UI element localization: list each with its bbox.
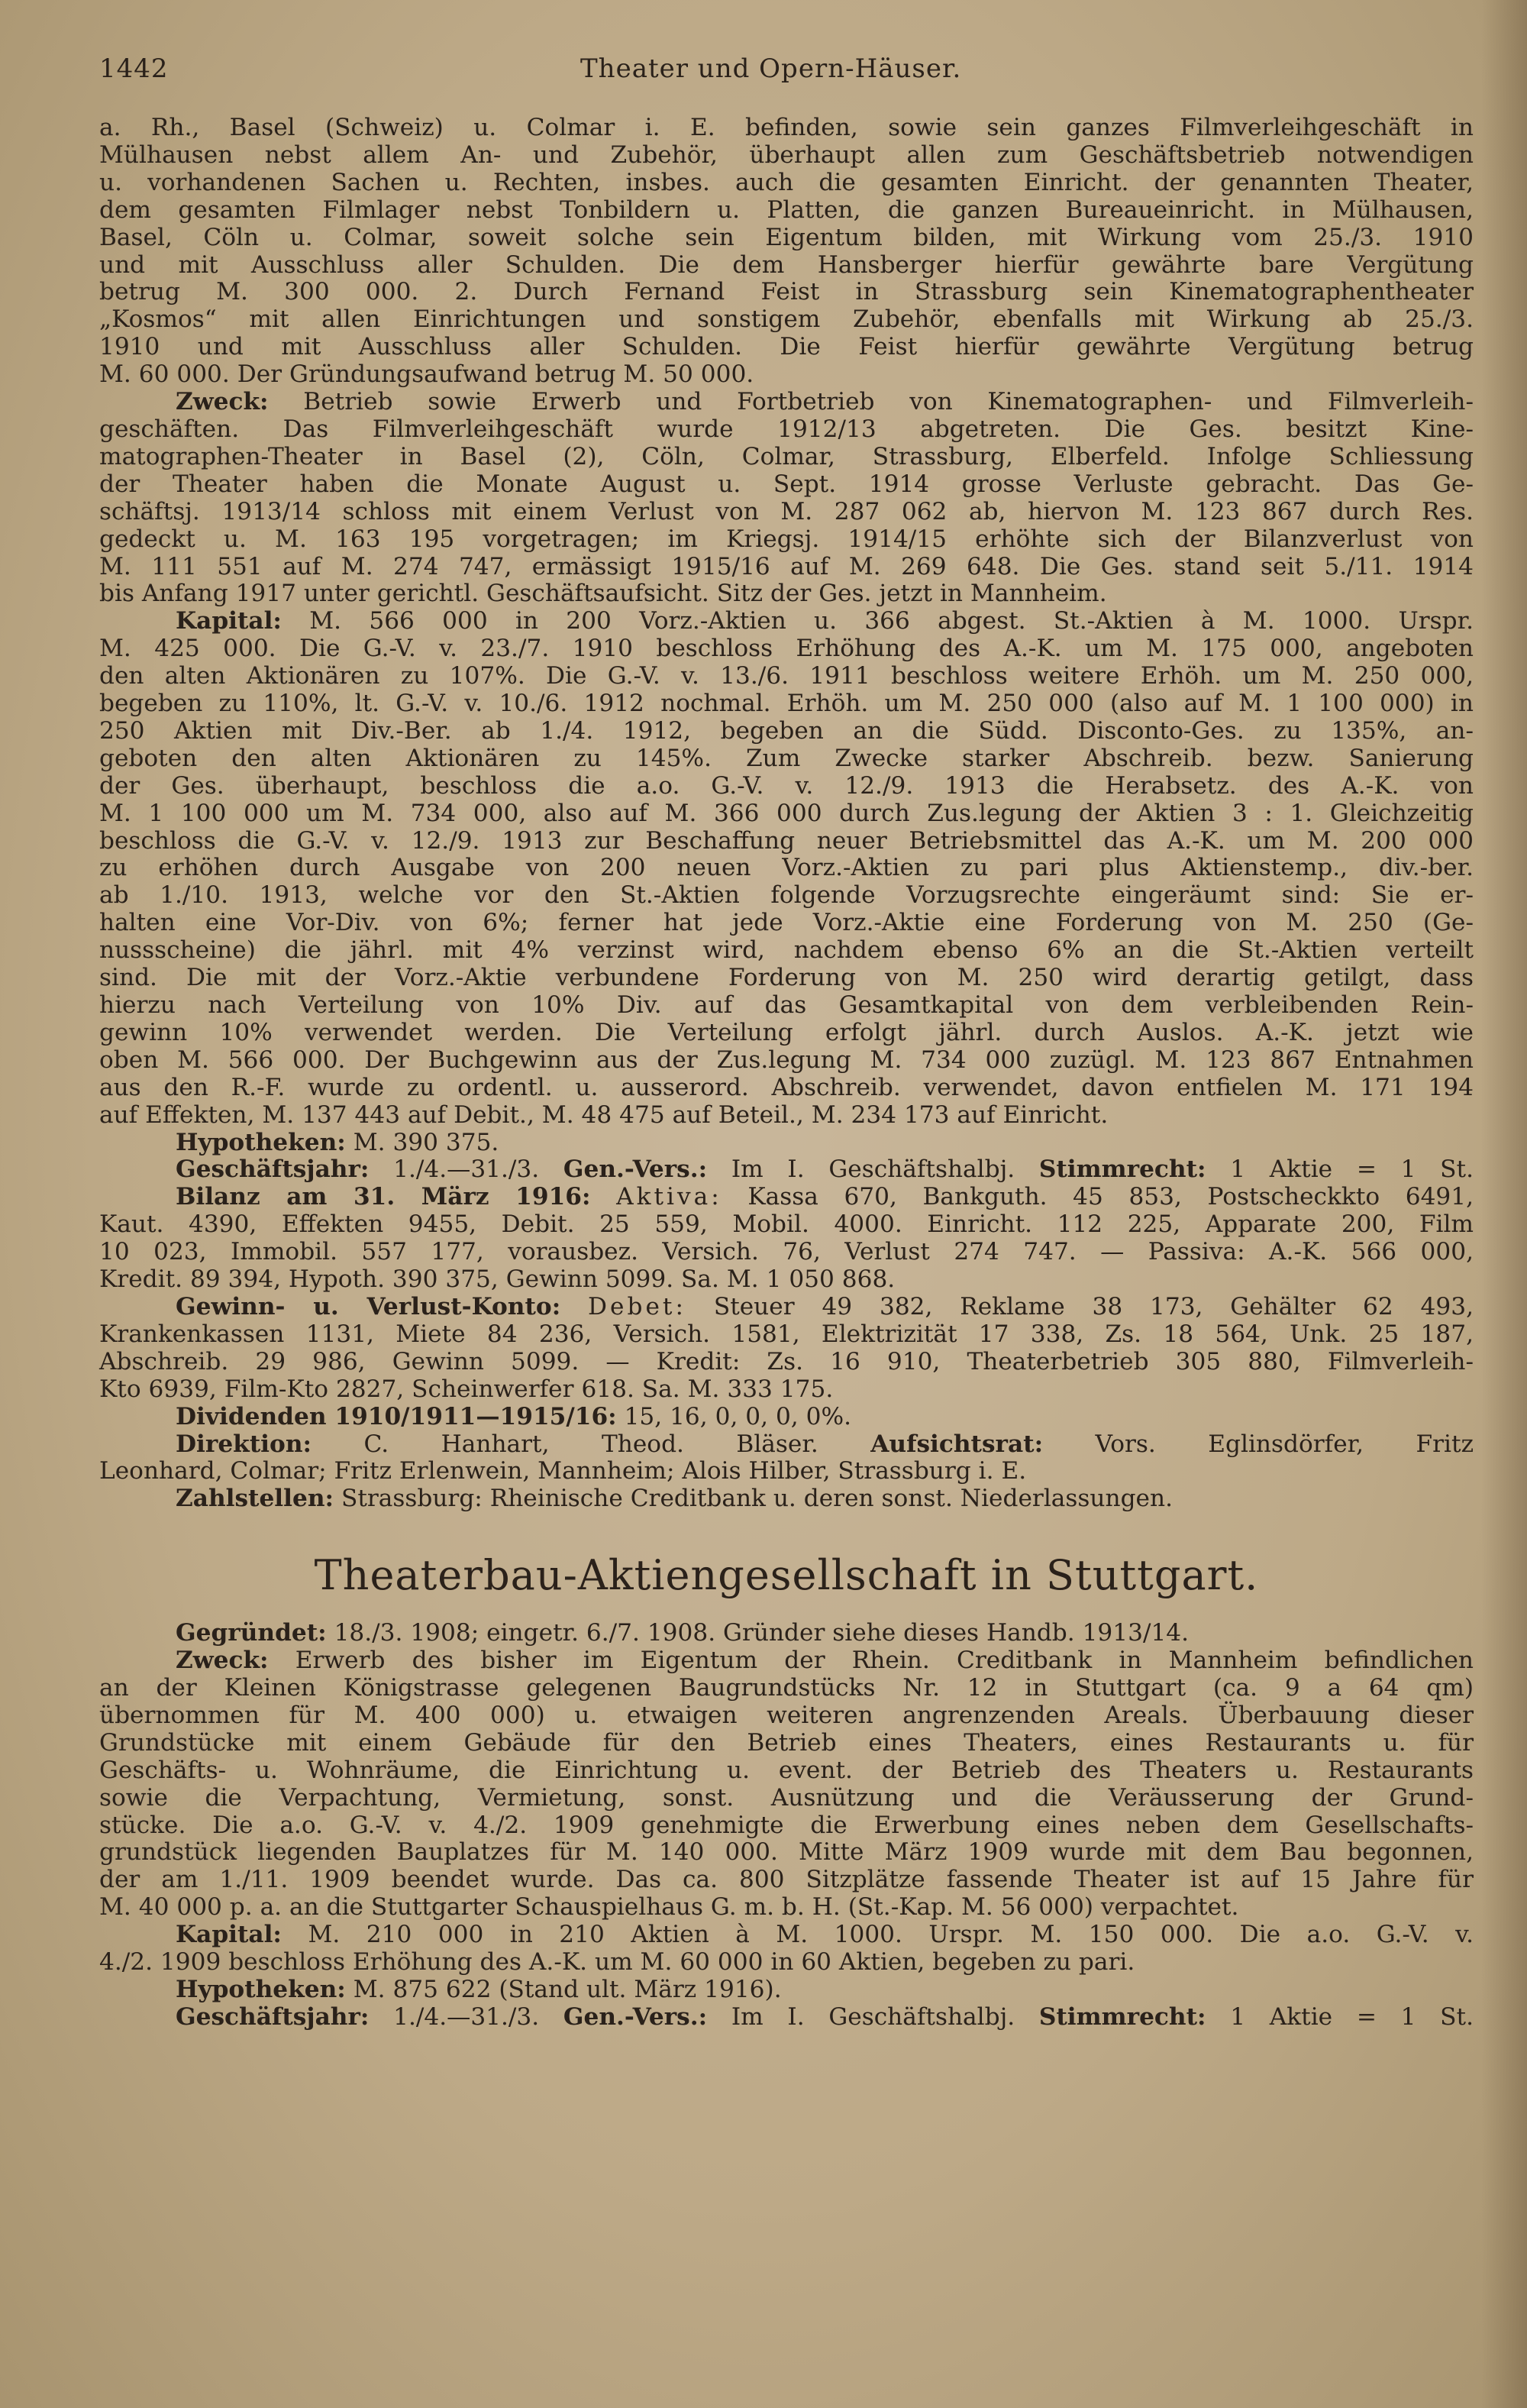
geschaeftsjahr-line [99,2004,1474,2031]
text-line: oben M. 566 000. Der Buchgewinn aus der Zus.legung M. 734 000 zuzügl. M. 123 867 Entnahmen [99,1046,1474,1074]
genvers-text: Im I. Geschäftshalbj. [731,2002,1015,2031]
aufsichtsrat-text: Vors. Eglinsdörfer, Fritz [1095,1430,1474,1458]
zahlstellen-line [99,1485,1474,1513]
company-title: Theaterbau-Aktiengesellschaft in Stuttgart. [314,1551,1259,1600]
text-line: stücke. Die a.o. G.-V. v. 4./2. 1909 genehmigte die Erwerbung eines neben dem Gesellschafts- [99,1811,1474,1839]
company-entry-continued [99,115,1474,1513]
text-line: M. 425 000. Die G.-V. v. 23./7. 1910 beschloss Erhöhung des A.-K. um M. 175 000, angeboten [99,635,1474,663]
text-line: gedeckt u. M. 163 195 vorgetragen; im Kriegsj. 1914/15 erhöhte sich der Bilanzverlust von [99,525,1474,553]
page-header [99,53,1474,92]
gegruendet-text: 18./3. 1908; eingetr. 6./7. 1908. Gründer siehe dieses Handb. 1913/14. [334,1619,1190,1647]
zahlstellen-text: Strassburg: Rheinische Creditbank u. deren sonst. Niederlassungen. [341,1485,1173,1513]
text-line: Basel, Cöln u. Colmar, soweit solche sein Eigentum bilden, mit Wirkung vom 25./3. 1910 [99,223,1474,251]
text-line: geboten den alten Aktionären zu 145%. Zum Zwecke starker Abschreib. bezw. Sanierung [99,744,1474,772]
text-line: Kaut. 4390, Effekten 9455, Debit. 25 559, Mobil. 4000. Einricht. 112 225, Apparate 200, Film [99,1210,1474,1239]
text-line: gewinn 10% verwendet werden. Die Verteilung erfolgt jährl. durch Auslos. A.-K. jetzt wie [99,1018,1474,1046]
hypotheken-label: Hypotheken: [176,1976,346,2003]
dividenden-text: 15, 16, 0, 0, 0, 0%. [624,1402,852,1430]
geschaeftsjahr-text: 1./4.—31./3. [393,1156,540,1184]
text-line: nussscheine) die jährl. mit 4% verzinst wird, nachdem ebenso 6% an die St.-Aktien verteilt [99,936,1474,965]
text-line: ab 1./10. 1913, welche vor den St.-Aktien folgende Vorzugsrechte eingeräumt sind: Sie er- [99,881,1474,910]
text-line: u. vorhandenen Sachen u. Rechten, insbes. auch die gesamten Einricht. der genannten Theater, [99,168,1474,196]
bilanz-label: Bilanz am 31. März 1916: [176,1183,591,1211]
direktion-label: Direktion: [176,1430,312,1458]
text-line: „Kosmos“ mit allen Einrichtungen und sonstigem Zubehör, ebenfalls mit Wirkung ab 25./3. [99,305,1474,334]
text-line: hierzu nach Verteilung von 10% Div. auf das Gesamtkapital von dem verbleibenden Rein- [99,991,1474,1019]
text-line: M. 1 100 000 um M. 734 000, also auf M. 366 000 durch Zus.legung der Aktien 3 : 1. Gleichzeitig [99,799,1474,827]
text-line: 250 Aktien mit Div.-Ber. ab 1./4. 1912, begeben an die Südd. Disconto-Ges. zu 135%, an- [99,716,1474,745]
kapital-text: M. 566 000 in 200 Vorz.-Aktien u. 366 abgest. St.-Aktien à M. 1000. Urspr. [309,607,1474,635]
hypotheken-text: M. 390 375. [353,1128,499,1156]
hypotheken-label: Hypotheken: [176,1128,346,1156]
zweck-label: Zweck: [176,388,269,416]
text-line: begeben zu 110%, lt. G.-V. v. 10./6. 1912 nochmal. Erhöh. um M. 250 000 (also auf M. 1 100 000) in [99,690,1474,718]
text-line: 10 023, Immobil. 557 177, vorausbez. Versich. 76, Verlust 274 747. — Passiva: A.-K. 566 000, [99,1238,1474,1266]
zweck-line [99,389,1474,416]
kapital-text: M. 210 000 in 210 Aktien à M. 1000. Urspr. M. 150 000. Die a.o. G.-V. v. [308,1921,1474,1949]
text-line: halten eine Vor-Div. von 6%; ferner hat jede Vorz.-Aktie eine Forderung von M. 250 (Ge- [99,909,1474,937]
company-entry-stuttgart [99,1545,1474,2031]
text-line: Grundstücke mit einem Gebäude für den Betrieb eines Theaters, eines Restaurants u. für [99,1728,1474,1757]
bilanz-line [99,1184,1474,1211]
text-line: der Ges. überhaupt, beschloss die a.o. G.-V. v. 12./9. 1913 die Herabsetz. des A.-K. von [99,771,1474,800]
bilanz-aktiva-label: Aktiva: [616,1183,722,1211]
page-number: 1442 [99,53,169,84]
geschaeftsjahr-label: Geschäftsjahr: [176,2002,370,2031]
text-line: den alten Aktionären zu 107%. Die G.-V. v. 13./6. 1911 beschloss weitere Erhöh. um M. 250 000, [99,662,1474,690]
text-line: grundstück liegenden Bauplatzes für M. 140 000. Mitte März 1909 wurde mit dem Bau begonnen, [99,1838,1474,1867]
text-line: Kredit. 89 394, Hypoth. 390 375, Gewinn 5099. Sa. M. 1 050 868. [99,1265,896,1294]
text-line: Kto 6939, Film-Kto 2827, Scheinwerfer 618. Sa. M. 333 175. [99,1375,834,1403]
zweck-line [99,1647,1474,1675]
text-line: a. Rh., Basel (Schweiz) u. Colmar i. E. befinden, sowie sein ganzes Filmverleihgeschäft in [99,114,1474,141]
aufsichtsrat-label: Aufsichtsrat: [870,1430,1044,1458]
geschaeftsjahr-text: 1./4.—31./3. [393,2002,540,2031]
text-line: der am 1./11. 1909 beendet wurde. Das ca. 800 Sitzplätze fassende Theater ist auf 15 Jahre für [99,1866,1474,1894]
text-line: der Theater haben die Monate August u. Sept. 1914 grosse Verluste gebracht. Das Ge- [99,470,1474,498]
zweck-text: Betrieb sowie Erwerb und Fortbetrieb von Kinematographen- und Filmverleih- [303,388,1474,416]
genvers-text: Im I. Geschäftshalbj. [731,1156,1015,1184]
text-line: 1910 und mit Ausschluss aller Schulden. Die Feist hierfür gewährte Vergütung betrug [99,333,1474,361]
text-line: auf Effekten, M. 137 443 auf Debit., M. 48 475 auf Beteil., M. 234 173 auf Einricht. [99,1101,1109,1129]
direktion-line [99,1431,1474,1459]
text-line: Krankenkassen 1131, Miete 84 236, Versich. 1581, Elektrizität 17 338, Zs. 18 564, Unk. 25 187, [99,1320,1474,1348]
text-line: sind. Die mit der Vorz.-Aktie verbundene Forderung von M. 250 wird derartig getilgt, dass [99,964,1474,992]
text-line: aus den R.-F. wurde zu ordentl. u. ausserord. Abschreib. verwendet, davon entfielen M. 171 194 [99,1073,1474,1101]
running-title: Theater und Opern-Häuser. [580,53,962,84]
dividenden-label: Dividenden 1910/1911—1915/16: [176,1402,617,1430]
text-line: an der Kleinen Königstrasse gelegenen Baugrundstücks Nr. 12 in Stuttgart (ca. 9 a 64 qm) [99,1674,1474,1702]
text-line: und mit Ausschluss aller Schulden. Die dem Hansberger hierfür gewährte bare Vergütung [99,250,1474,279]
gegruendet-label: Gegründet: [176,1619,327,1647]
text-line: geschäften. Das Filmverleihgeschäft wurde 1912/13 abgetreten. Die Ges. besitzt Kine- [99,415,1474,443]
text-line: Abschreib. 29 986, Gewinn 5099. — Kredit: Zs. 16 910, Theaterbetrieb 305 880, Filmverleih- [99,1347,1474,1375]
genvers-label: Gen.-Vers.: [563,2002,708,2031]
text-line: Leonhard, Colmar; Fritz Erlenwein, Mannheim; Alois Hilber, Strassburg i. E. [99,1457,1027,1485]
text-line: betrug M. 300 000. 2. Durch Fernand Feist in Strassburg sein Kinematographentheater [99,278,1474,306]
guv-debet-label: Debet: [588,1292,686,1320]
direktion-text: C. Hanhart, Theod. Bläser. [363,1430,818,1458]
stimmrecht-text: 1 Aktie = 1 St. [1230,2002,1474,2031]
text-line: Geschäfts- u. Wohnräume, die Einrichtung u. event. der Betrieb des Theaters u. Restaurants [99,1756,1474,1784]
zweck-text: Erwerb des bisher im Eigentum der Rhein. Creditbank in Mannheim befindlichen [295,1647,1474,1675]
stimmrecht-label: Stimmrecht: [1038,1156,1206,1184]
zahlstellen-label: Zahlstellen: [176,1485,334,1513]
text-line: beschloss die G.-V. v. 12./9. 1913 zur Beschaffung neuer Betriebsmittel das A.-K. um M. 200 000 [99,826,1474,855]
guv-label: Gewinn- u. Verlust-Konto: [176,1292,561,1320]
text-line: matographen-Theater in Basel (2), Cöln, Colmar, Strassburg, Elberfeld. Infolge Schliessung [99,442,1474,470]
stimmrecht-label: Stimmrecht: [1038,2002,1206,2031]
hypotheken-line [99,1976,1474,2004]
bilanz-text: Kassa 670, Bankguth. 45 853, Postscheckkto 6491, [747,1183,1474,1211]
text-line: übernommen für M. 400 000) u. etwaigen weiteren angrenzenden Areals. Überbauung dieser [99,1701,1474,1729]
page-edge-shadow [1481,0,1527,2408]
kapital-label: Kapital: [176,1921,282,1949]
text-line: sowie die Verpachtung, Vermietung, sonst. Ausnützung und die Veräusserung der Grund- [99,1783,1474,1812]
hypotheken-line [99,1130,1474,1157]
text-line: M. 40 000 p. a. an die Stuttgarter Schauspielhaus G. m. b. H. (St.-Kap. M. 56 000) verpachtet. [99,1893,1239,1922]
text-line: M. 111 551 auf M. 274 747, ermässigt 1915/16 auf M. 269 648. Die Ges. stand seit 5./11. 1914 [99,552,1474,580]
genvers-label: Gen.-Vers.: [563,1156,708,1184]
text-line: Mülhausen nebst allem An- und Zubehör, überhaupt allen zum Geschäftsbetrieb notwendigen [99,141,1474,169]
zweck-label: Zweck: [176,1647,269,1675]
stimmrecht-text: 1 Aktie = 1 St. [1230,1156,1474,1184]
gegruendet-line [99,1620,1474,1647]
text-line: bis Anfang 1917 unter gerichtl. Geschäftsaufsicht. Sitz der Ges. jetzt in Mannheim. [99,580,1107,608]
kapital-line [99,608,1474,635]
text-line: zu erhöhen durch Ausgabe von 200 neuen Vorz.-Aktien zu pari plus Aktienstemp., div.-ber. [99,854,1474,882]
geschaeftsjahr-label: Geschäftsjahr: [176,1156,370,1184]
hypotheken-text: M. 875 622 (Stand ult. März 1916). [353,1976,782,2003]
dividenden-line [99,1404,1474,1431]
text-line: dem gesamten Filmlager nebst Tonbildern u. Platten, die ganzen Bureaueinricht. in Mülhausen, [99,196,1474,224]
geschaeftsjahr-line [99,1156,1474,1184]
page-body [99,115,1474,2031]
guv-line [99,1294,1474,1321]
text-line: M. 60 000. Der Gründungsaufwand betrug M. 50 000. [99,360,754,389]
text-line: schäftsj. 1913/14 schloss mit einem Verlust von M. 287 062 ab, hiervon M. 123 867 durch Res. [99,497,1474,525]
kapital-line [99,1922,1474,1949]
text-line: 4./2. 1909 beschloss Erhöhung des A.-K. um M. 60 000 in 60 Aktien, begeben zu pari. [99,1948,1135,1976]
kapital-label: Kapital: [176,607,282,635]
guv-text: Steuer 49 382, Reklame 38 173, Gehälter 62 493, [713,1292,1474,1320]
